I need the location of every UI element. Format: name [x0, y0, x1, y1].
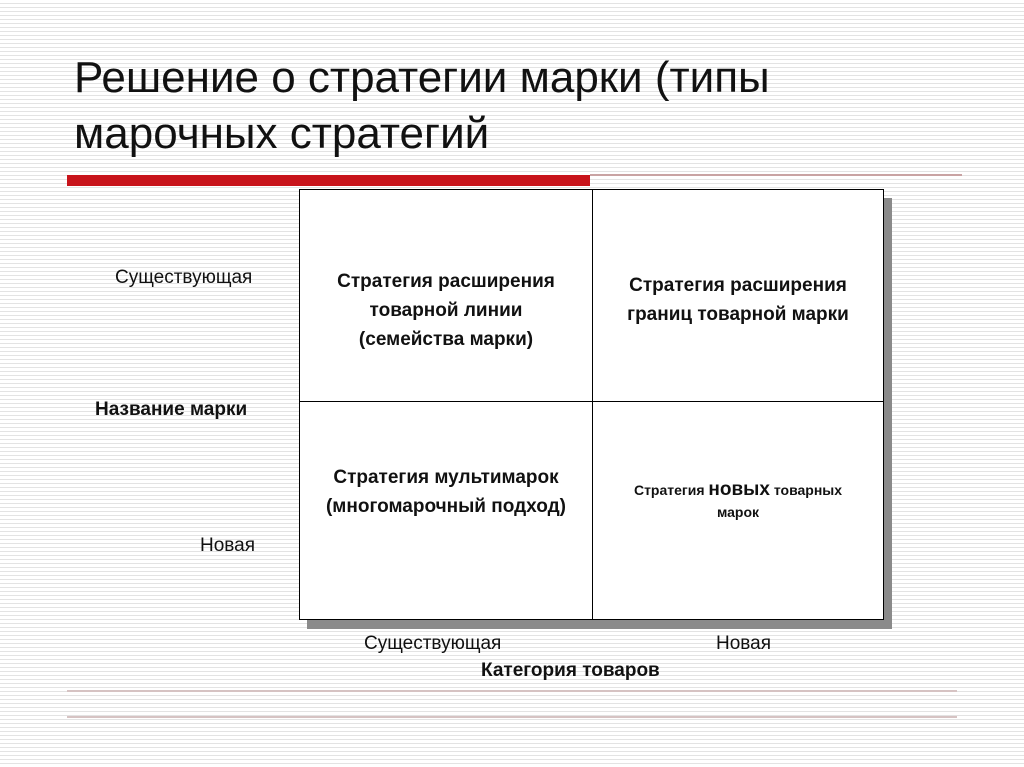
- footer-rule: [67, 690, 957, 692]
- footer-rule-lower: [67, 716, 957, 718]
- x-tick-new: Новая: [716, 633, 772, 654]
- cell-new-brands: [593, 479, 883, 523]
- slide-title-line-1: Решение о стратегии марки (типы: [74, 53, 770, 102]
- matrix-horizontal-divider: [300, 401, 883, 402]
- cell-brand-extension-text-2: границ товарной марки: [627, 304, 849, 325]
- cell-multibrands-text-2: (многомарочный подход): [325, 496, 566, 517]
- cell-line-extension-text-3: (семейства марки): [358, 329, 534, 350]
- cell-new-brands-prefix: Стратегия: [633, 482, 705, 498]
- title-accent-rule: [67, 175, 590, 186]
- matrix-vertical-divider: [592, 190, 593, 619]
- cell-line-extension-text-2: товарной линии: [369, 300, 523, 321]
- cell-new-brands-line-2: марок: [716, 504, 760, 520]
- y-tick-existing: Существующая: [115, 267, 253, 288]
- cell-brand-extension-text-1: Стратегия расширения: [629, 275, 847, 296]
- strategy-matrix: [299, 189, 884, 620]
- cell-multibrands-text-1: Стратегия мультимарок: [333, 467, 559, 488]
- cell-multibrands: [300, 463, 592, 521]
- slide-title: [74, 50, 974, 162]
- cell-new-brands-emphasis: новых: [708, 479, 770, 500]
- x-axis-label: Категория товаров: [481, 660, 660, 681]
- y-tick-new: Новая: [200, 535, 256, 556]
- x-tick-existing: Существующая: [364, 633, 502, 654]
- y-axis-label: Название марки: [95, 399, 248, 420]
- cell-brand-extension: [593, 271, 883, 329]
- title-divider-rule: [590, 174, 962, 176]
- cell-new-brands-line-1: [593, 479, 883, 501]
- cell-line-extension-text-1: Стратегия расширения: [337, 271, 555, 292]
- cell-line-extension: [300, 267, 592, 354]
- cell-new-brands-suffix: товарных: [773, 482, 843, 498]
- slide-title-line-2: марочных стратегий: [74, 109, 490, 158]
